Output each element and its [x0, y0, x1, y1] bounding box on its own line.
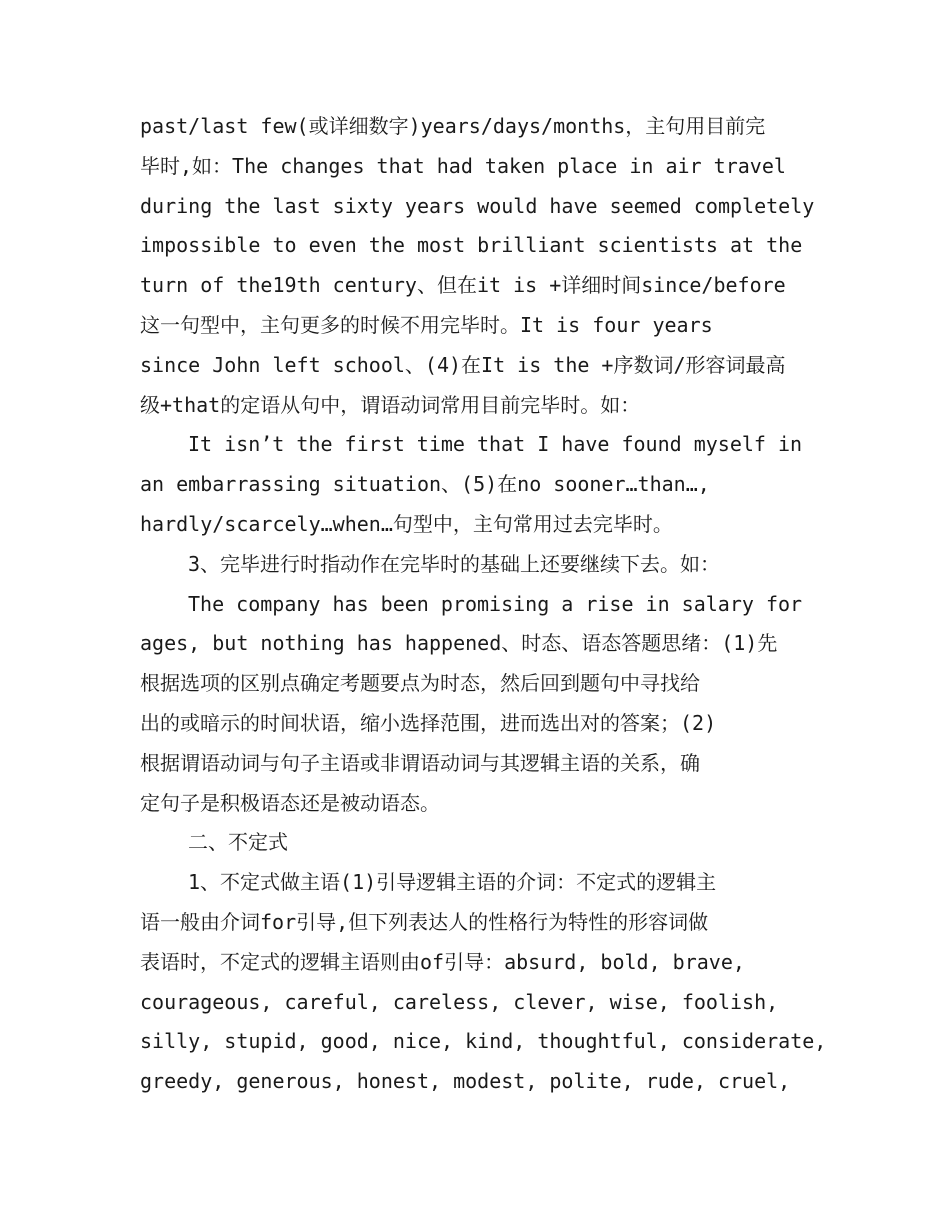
- text-line: 出的或暗示的时间状语，缩小选择范围，进而选出对的答案；(2): [140, 710, 717, 735]
- text-line: 毕时,如：The changes that had taken place in air travel: [140, 153, 786, 178]
- text-line-indented: 3、完毕进行时指动作在完毕时的基础上还要继续下去。如：: [188, 551, 721, 576]
- text-line-indented: The company has been promising a rise in salary for: [188, 591, 803, 616]
- text-line: greedy, generous, honest, modest, polite, rude, cruel,: [140, 1069, 791, 1094]
- text-line: 级+that的定语从句中，谓语动词常用目前完毕时。如：: [140, 392, 641, 417]
- text-line: an embarrassing situation、(5)在no sooner…than…,: [140, 472, 710, 497]
- text-line: past/last few(或详细数字)years/days/months，主句用目前完: [140, 114, 766, 138]
- text-line: 语一般由介词for引导,但下列表达人的性格行为特性的形容词做: [140, 909, 709, 934]
- text-line: 表语时，不定式的逻辑主语则由of引导：absurd, bold, brave,: [140, 949, 745, 974]
- text-line: 定句子是积极语态还是被动语态。: [140, 790, 440, 815]
- text-line: ages, but nothing has happened、时态、语态答题思绪：(1)先: [140, 631, 778, 656]
- text-line: courageous, careful, careless, clever, wise, foolish,: [140, 989, 779, 1014]
- text-line: 根据选项的区别点确定考题要点为时态，然后回到题句中寻找给: [140, 671, 700, 696]
- section-heading: 二、不定式: [188, 830, 288, 855]
- text-line: turn of the19th century、但在it is +详细时间since/before: [140, 273, 786, 298]
- text-line: 根据谓语动词与句子主语或非谓语动词与其逻辑主语的关系，确: [140, 750, 700, 775]
- text-line-indented: 1、不定式做主语(1)引导逻辑主语的介词：不定式的逻辑主: [188, 870, 717, 895]
- text-line: since John left school、(4)在It is the +序数词/形容词最高: [140, 352, 786, 377]
- text-line: impossible to even the most brilliant scientists at the: [140, 233, 803, 258]
- text-line: silly, stupid, good, nice, kind, thoughtful, considerate,: [140, 1029, 827, 1054]
- text-line: during the last sixty years would have seemed completely: [140, 193, 815, 218]
- text-line: hardly/scarcely…when…句型中，主句常用过去完毕时。: [140, 511, 673, 536]
- document-page: [140, 107, 827, 1102]
- text-line: 这一句型中，主句更多的时候不用完毕时。It is four years: [140, 312, 713, 337]
- text-line-indented: It isn’t the first time that I have found myself in: [188, 432, 803, 457]
